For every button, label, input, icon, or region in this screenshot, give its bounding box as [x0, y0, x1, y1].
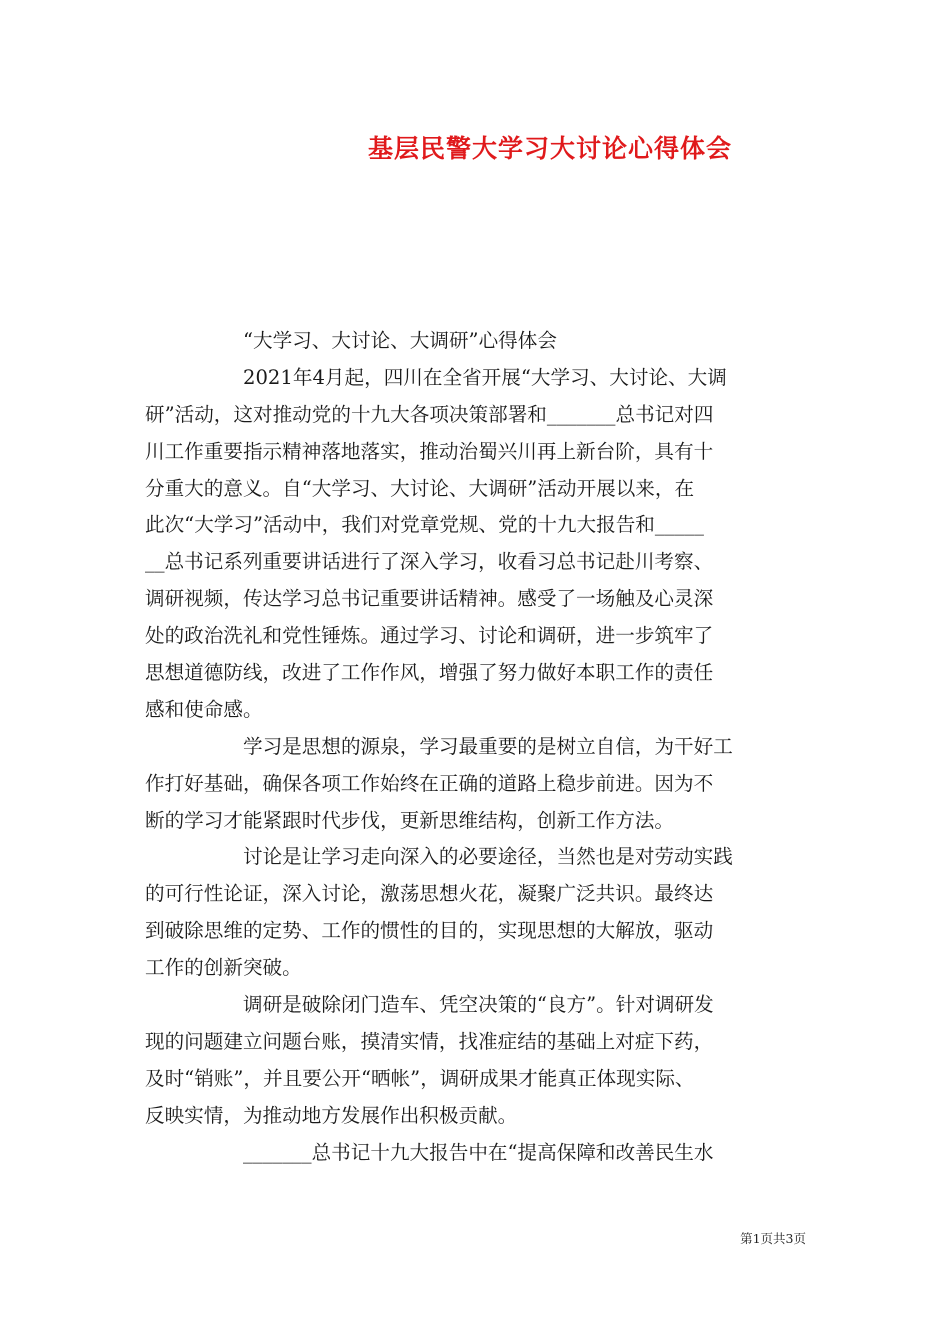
paragraph-line: 讨论是让学习走向深入的必要途径，当然也是对劳动实践 [243, 845, 733, 869]
paragraph-line: 研”活动，这对推动党的十九大各项决策部署和_______总书记对四 [145, 402, 714, 426]
document-body [145, 323, 810, 1171]
paragraph-line: 此次“大学习”活动中，我们对党章党规、党的十九大报告和_____ [145, 513, 704, 537]
paragraph-line: 川工作重要指示精神落地落实，推动治蜀兴川再上新台阶，具有十 [145, 439, 714, 463]
page-number: 第1页共3页 [740, 1231, 806, 1246]
paragraph-line: 到破除思维的定势、工作的惯性的目的，实现思想的大解放，驱动 [145, 919, 714, 943]
paragraph-line: 反映实情，为推动地方发展作出积极贡献。 [145, 1103, 518, 1127]
paragraph-line: 断的学习才能紧跟时代步伐，更新思维结构，创新工作方法。 [145, 808, 675, 832]
paragraph-line: 工作的创新突破。 [145, 956, 302, 980]
paragraph-line: 感和使命感。 [145, 697, 263, 721]
paragraph-line: __总书记系列重要讲话进行了深入学习，收看习总书记赴川考察、 [145, 550, 714, 574]
paragraph-line: 学习是思想的源泉，学习最重要的是树立自信，为干好工 [243, 734, 733, 758]
document-title: 基层民警大学习大讨论心得体会 [367, 134, 732, 163]
paragraph-line: 现的问题建立问题台账，摸清实情，找准症结的基础上对症下药， [145, 1029, 714, 1053]
paragraph-line: 思想道德防线，改进了工作作风，增强了努力做好本职工作的责任 [145, 661, 714, 685]
paragraph-line: 的可行性论证，深入讨论，激荡思想火花，凝聚广泛共识。最终达 [145, 882, 714, 906]
paragraph-line: 分重大的意义。自“大学习、大讨论、大调研”活动开展以来，在 [145, 476, 695, 500]
subtitle-line: “大学习、大讨论、大调研”心得体会 [243, 329, 557, 352]
paragraph-line: 处的政治洗礼和党性锤炼。通过学习、讨论和调研，进一步筑牢了 [145, 624, 714, 648]
paragraph-line: 作打好基础，确保各项工作始终在正确的道路上稳步前进。因为不 [145, 771, 714, 795]
paragraph-line: 及时“销账”，并且要公开“晒帐”，调研成果才能真正体现实际、 [145, 1066, 695, 1090]
paragraph-line: 调研是破除闭门造车、凭空决策的“良方”。针对调研发 [243, 993, 714, 1017]
paragraph-line: 调研视频，传达学习总书记重要讲话精神。感受了一场触及心灵深 [145, 587, 714, 611]
paragraph-line: _______总书记十九大报告中在“提高保障和改善民生水 [243, 1140, 714, 1164]
paragraph-line: 2021年4月起，四川在全省开展“大学习、大讨论、大调 [243, 365, 727, 389]
